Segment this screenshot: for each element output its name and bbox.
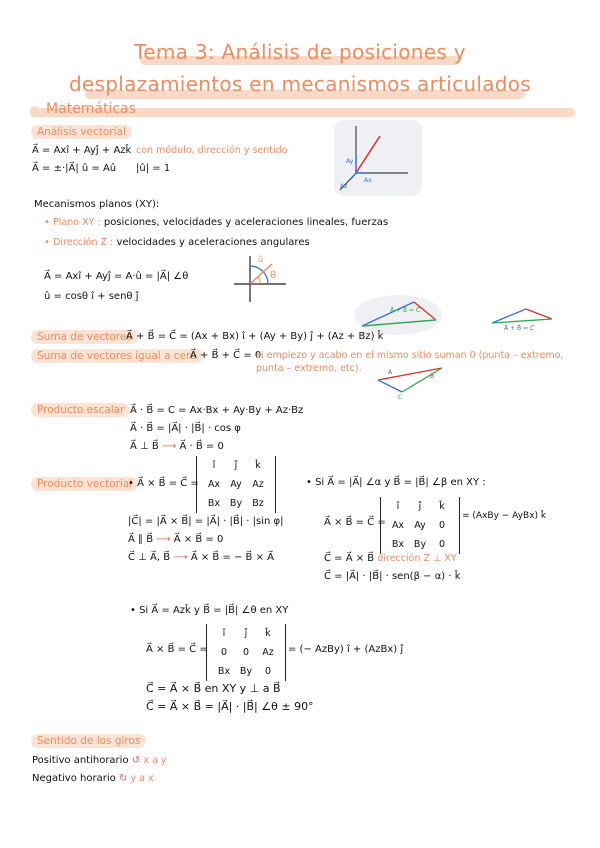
bullet-dot: • — [44, 217, 54, 228]
matrix-cell: 0 — [242, 647, 250, 658]
planos-bullet-2 — [44, 236, 310, 250]
matrix-cell: k̂ — [265, 628, 271, 639]
label-analisis-vectorial: Análisis vectorial — [31, 125, 132, 139]
eq-zero-sum: A⃗ + B⃗ + C⃗ = 0 — [190, 350, 262, 361]
eq-cross-perp — [128, 551, 274, 565]
xy-c-eq — [324, 552, 457, 566]
perp-ab: C⃗ ⊥ A⃗, B⃗ — [128, 552, 171, 563]
eq-cross-modulus: |C⃗| = |A⃗ × B⃗| = |A⃗| · |B⃗| · |sin φ| — [128, 516, 284, 527]
matrix-cell: By — [413, 539, 427, 550]
z-c1: C⃗ = A⃗ × B⃗ en XY y ⊥ a B⃗ — [146, 682, 281, 695]
matrix-cell: î — [212, 460, 216, 471]
arrow-icon: ⟶ — [161, 441, 180, 452]
z-determinant — [206, 624, 286, 681]
unit-vector-label: û — [258, 255, 264, 264]
section-dot — [30, 106, 40, 116]
parallel-rhs: A⃗ × B⃗ = 0 — [173, 534, 224, 545]
cross-determinant — [196, 456, 276, 513]
matrix-cell: ĵ — [418, 501, 422, 512]
matrix-cell: Ax — [207, 479, 221, 490]
bullet-text-plano: posiciones, velocidades y aceleraciones lineales, fuerzas — [103, 217, 389, 228]
arrow-icon: ⟶ — [156, 534, 174, 545]
eq-dot-modulus: A⃗ · B⃗ = |A⃗| · |B⃗| · cos φ — [130, 423, 241, 434]
matrix-cell: k̂ — [255, 460, 261, 471]
matrix-cell: By — [239, 666, 253, 677]
theta-label: θ — [270, 270, 277, 281]
page-title-line-2: desplazamientos en mecanismos articulados — [68, 72, 532, 96]
matrix-cell: î — [396, 501, 400, 512]
matrix-cell: ĵ — [234, 460, 238, 471]
fig2-sum-label: A⃗ + B⃗ = C⃗ — [504, 325, 535, 331]
matrix-cell: Bx — [217, 666, 231, 677]
eq-unit-norm: |û| = 1 — [136, 163, 171, 174]
matrix-cell: 0 — [438, 539, 446, 550]
matrix-cell: Ay — [230, 479, 242, 490]
axes-3d-figure — [328, 118, 426, 200]
matrix-cell: By — [229, 498, 243, 509]
note-modulo: con módulo, dirección y sentido — [136, 145, 288, 156]
xy-c-note: dirección Z ⊥ XY — [377, 553, 457, 564]
bullet-label-plano: Plano XY : — [53, 217, 101, 228]
giro-positivo — [32, 754, 166, 768]
vector-sum-figure-2 — [488, 303, 556, 331]
section-title: Matemáticas — [46, 101, 136, 117]
axis-label-ax: Ax — [364, 177, 372, 184]
fig3-label-a: A — [388, 369, 393, 376]
matrix-cell: 0 — [220, 647, 228, 658]
eq-planar-vector: A⃗ = Axî + Ayĵ = A·û = |A⃗| ∠θ — [44, 271, 189, 282]
giro-negativo-label: Negativo horario — [32, 773, 116, 784]
arrow-icon: ⟶ — [173, 552, 191, 563]
perp-rhs: A⃗ · B⃗ = 0 — [179, 441, 224, 452]
matrix-cell: î — [222, 628, 226, 639]
angle-figure — [228, 250, 290, 306]
matrix-cell: Az — [262, 647, 274, 658]
fig3-label-b: B — [430, 373, 435, 380]
xy-lhs: A⃗ × B⃗ = C⃗ = — [324, 517, 386, 528]
label-sentido-giros: Sentido de los giros — [31, 734, 146, 748]
eq-vector-unit: A⃗ = ±·|A⃗| û = Aû — [32, 163, 117, 174]
counterclockwise-icon: ↺ — [131, 755, 144, 766]
bullet-label-direccion: Dirección Z : — [53, 237, 114, 248]
giro-positivo-label: Positivo antihorario — [32, 755, 129, 766]
bullet-dot: • — [44, 237, 54, 248]
clockwise-icon: ↻ — [118, 773, 131, 784]
xy-condition: • Si A⃗ = |A⃗| ∠α y B⃗ = |B⃗| ∠β en XY : — [306, 477, 486, 488]
label-suma-cero: Suma de vectores igual a cero — [31, 349, 203, 363]
xy-result: = (AxBy − AyBx) k̂ — [462, 511, 547, 521]
cross-lhs: • A⃗ × B⃗ = C⃗ = — [128, 478, 199, 489]
label-suma-vectores: Suma de vectores — [31, 330, 138, 344]
planos-bullet-1 — [44, 216, 388, 230]
page-title-line-1: Tema 3: Análisis de posiciones y — [134, 40, 466, 64]
planos-title: Mecanismos planos (XY): — [34, 199, 160, 210]
xy-c-def: C⃗ = A⃗ × B⃗ — [324, 553, 375, 564]
anticommutative: A⃗ × B⃗ = − B⃗ × A⃗ — [190, 552, 274, 563]
eq-vector-sum: A⃗ + B⃗ = C⃗ = (Ax + Bx) î + (Ay + By) ĵ + (Az + Bz) k̂ — [126, 331, 384, 342]
axis-label-az: Az — [340, 183, 348, 190]
eq-unit-vector-angle: û = cosθ î + senθ ĵ — [44, 291, 139, 302]
note-zero-sum: si empiezo y acabo en el mismo sitio suman 0 (punta – extremo, punta – extremo, etc). — [256, 350, 564, 374]
giro-negativo — [32, 772, 154, 786]
matrix-cell: Bx — [207, 498, 221, 509]
matrix-cell: Bx — [391, 539, 405, 550]
matrix-cell: 0 — [438, 520, 446, 531]
giro-negativo-dir: y a x — [130, 773, 154, 784]
matrix-cell: Bz — [252, 498, 264, 509]
fig1-sum-label: A⃗ + B⃗ = C⃗ — [390, 307, 421, 314]
label-producto-vectorial: Producto vectorial — [31, 477, 138, 491]
fig3-label-c: C — [398, 394, 403, 400]
axis-label-ay: Ay — [346, 158, 354, 165]
eq-vector-components: A⃗ = Axî + Ayĵ + Azk̂ — [32, 145, 132, 156]
matrix-cell: Ax — [391, 520, 405, 531]
matrix-cell: Ay — [414, 520, 426, 531]
giro-positivo-dir: x a y — [143, 755, 167, 766]
z-lhs: A⃗ × B⃗ = C⃗ = — [146, 644, 208, 655]
matrix-cell: Az — [252, 479, 264, 490]
label-producto-escalar: Producto escalar — [31, 403, 130, 417]
z-c2: C⃗ = A⃗ × B⃗ = |A⃗| · |B⃗| ∠θ ± 90° — [146, 700, 314, 713]
z-result: = (− AzBy) î + (AzBx) ĵ — [288, 644, 404, 655]
matrix-cell: ĵ — [244, 628, 248, 639]
xy-determinant — [380, 497, 460, 554]
parallel-lhs: A⃗ ∥ B⃗ — [128, 534, 154, 545]
eq-dot-components: A⃗ · B⃗ = C = Ax·Bx + Ay·By + Az·Bz — [130, 405, 304, 416]
xy-c-modulus: C⃗ = |A⃗| · |B⃗| · sen(β − α) · k̂ — [324, 571, 461, 582]
perp-lhs: A⃗ ⊥ B⃗ — [130, 441, 159, 452]
matrix-cell: 0 — [264, 666, 272, 677]
matrix-cell: k̂ — [439, 501, 445, 512]
eq-dot-perp — [130, 440, 224, 454]
bullet-text-direccion: velocidades y aceleraciones angulares — [116, 237, 310, 248]
eq-cross-parallel — [128, 533, 223, 547]
z-condition: • Si A⃗ = Azk̂ y B⃗ = |B⃗| ∠θ en XY — [130, 605, 289, 616]
